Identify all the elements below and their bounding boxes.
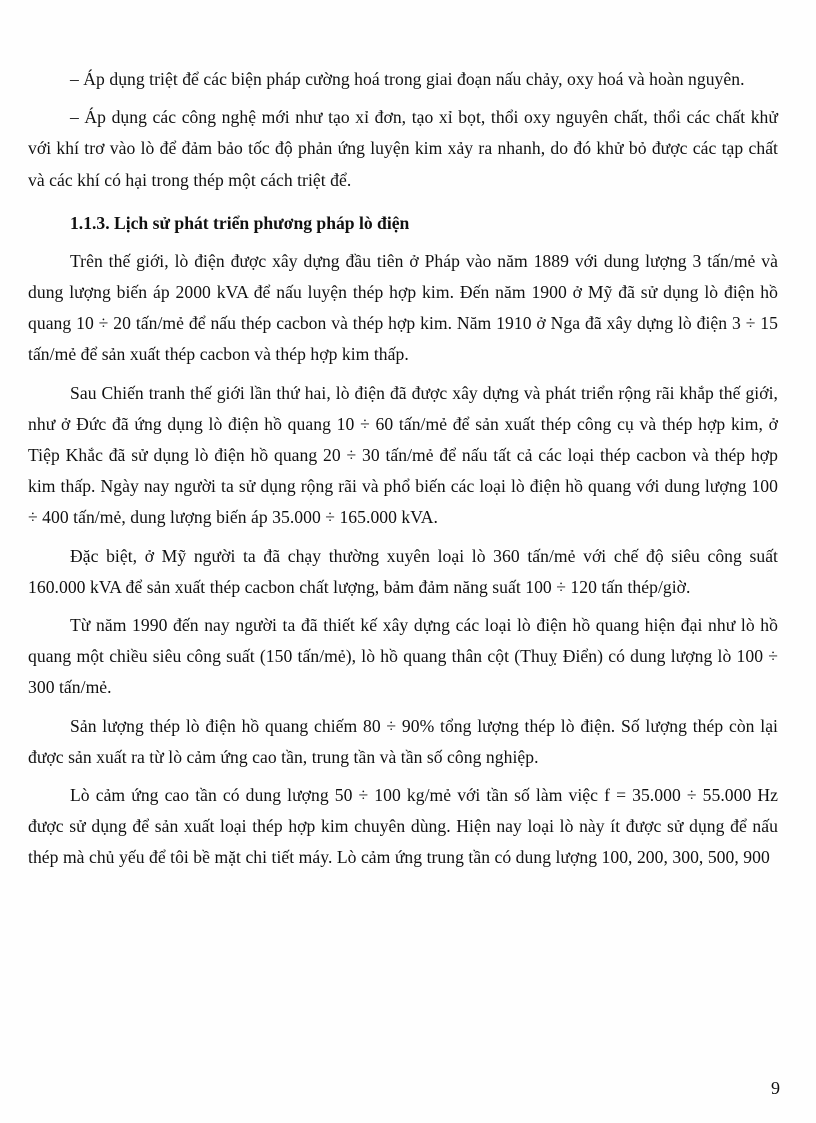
bullet-paragraph-1: – Áp dụng triệt để các biện pháp cường hoá trong giai đoạn nấu chảy, oxy hoá và hoàn nguyên.	[70, 69, 745, 89]
body-paragraph-6: Lò cảm ứng cao tần có dung lượng 50 ÷ 100 kg/mẻ với tần số làm việc f = 35.000 ÷ 55.000 Hz được sử dụng để sản xuất loại thép hợp kim chuyên dùng. Hiện nay loại lò này ít được sử dụng để nấu thép mà chủ yếu để tôi bề mặt chi tiết máy. Lò cảm ứng trung tần có dung lượng 100, 200, 300, 500, 900	[28, 785, 778, 868]
body-paragraph-3: Đặc biệt, ở Mỹ người ta đã chạy thường xuyên loại lò 360 tấn/mẻ với chế độ siêu công suất 160.000 kVA để sản xuất thép cacbon chất lượng, bảm đảm năng suất 100 ÷ 120 tấn thép/giờ.	[28, 545, 778, 597]
page-number: 9	[771, 1078, 780, 1098]
section-heading: 1.1.3. Lịch sử phát triển phương pháp lò điện	[70, 212, 410, 233]
body-paragraph-1: Trên thế giới, lò điện được xây dựng đầu tiên ở Pháp vào năm 1889 với dung lượng 3 tấn/mẻ và dung lượng biến áp 2000 kVA để nấu luyện thép hợp kim. Đến năm 1900 ở Mỹ đã sử dụng lò điện hồ quang 10 ÷ 20 tấn/mẻ để nấu thép cacbon và thép hợp kim. Năm 1910 ở Nga đã xây dựng lò điện 3 ÷ 15 tấn/mẻ để sản xuất thép cacbon và thép hợp kim thấp.	[28, 250, 778, 365]
body-paragraph-4: Từ năm 1990 đến nay người ta đã thiết kế xây dựng các loại lò điện hồ quang hiện đại như lò hồ quang một chiều siêu công suất (150 tấn/mẻ), lò hồ quang thân cột (Thuỵ Điển) có dung lượng lò 100 ÷ 300 tấn/mẻ.	[28, 615, 778, 698]
page-body	[28, 64, 778, 874]
bullet-paragraph-2: – Áp dụng các công nghệ mới như tạo xỉ đơn, tạo xỉ bọt, thổi oxy nguyên chất, thổi các chất khử với khí trơ vào lò để đảm bảo tốc độ phản ứng luyện kim xảy ra nhanh, do đó khử bỏ được các tạp chất và các khí có hại trong thép một cách triệt để.	[28, 107, 778, 190]
body-paragraph-2: Sau Chiến tranh thế giới lần thứ hai, lò điện đã được xây dựng và phát triển rộng rãi khắp thế giới, như ở Đức đã ứng dụng lò điện hồ quang 10 ÷ 60 tấn/mẻ để sản xuất thép công cụ và thép hợp kim, ở Tiệp Khắc đã sử dụng lò điện hồ quang 20 ÷ 30 tấn/mẻ để nấu tất cả các loại thép cacbon và thép hợp kim thấp. Ngày nay người ta sử dụng rộng rãi và phổ biến các loại lò điện hồ quang với dung lượng 100 ÷ 400 tấn/mẻ, dung lượng biến áp 35.000 ÷ 165.000 kVA.	[28, 382, 778, 528]
body-paragraph-5: Sản lượng thép lò điện hồ quang chiếm 80 ÷ 90% tổng lượng thép lò điện. Số lượng thép còn lại được sản xuất ra từ lò cảm ứng cao tần, trung tần và tần số công nghiệp.	[28, 715, 778, 767]
